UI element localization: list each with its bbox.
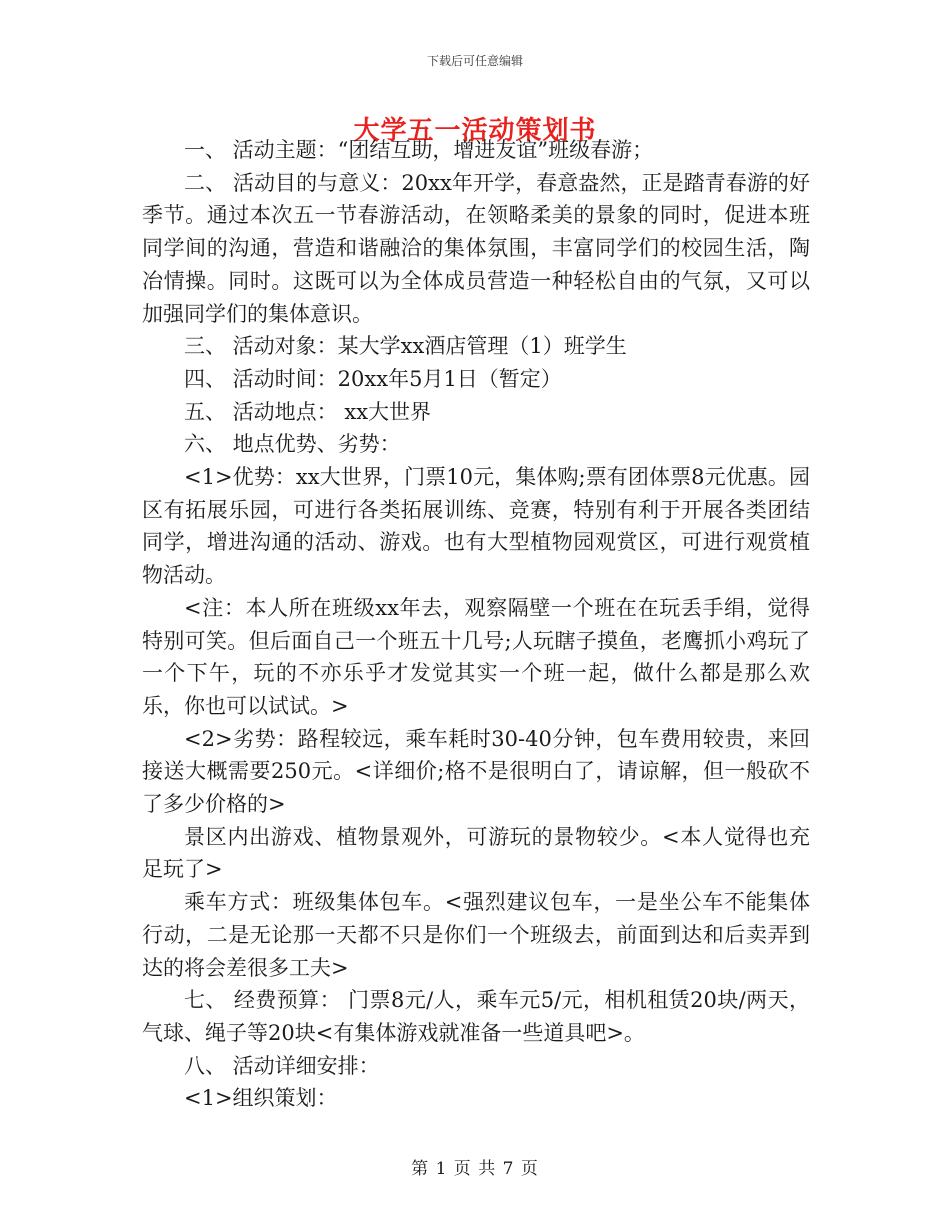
paragraph-time: 四、 活动时间：20xx年5月1日（暂定） [184,366,562,391]
paragraph-advantages: <1>优势：xx大世界，门票10元，集体购;票有团体票8元优惠。园区有拓展乐园，可进行各类拓展训练、竞赛，特别有利于开展各类团结同学，增进沟通的活动、游戏。也有大型植物园观赏区，可进行观赏植物活动。 [142,465,810,588]
paragraph-theme: 一、 活动主题：“团结互助，增进友谊”班级春游； [184,138,654,162]
paragraph-pros-cons-heading: 六、 地点优势、劣势： [184,432,401,457]
document-title: 大学五一活动策划书 [353,116,597,146]
paragraph-note: <注：本人所在班级xx年去，观察隔壁一个班在在玩丢手绢，觉得特别可笑。但后面自己一个班五十几号;人玩瞎子摸鱼，老鹰抓小鸡玩了一个下午，玩的不亦乐乎才发觉其实一个班一起，做什么都是那么欢乐，你也可以试试。> [142,595,810,718]
document-body [142,134,810,1115]
paragraph-target: 三、 活动对象：某大学xx酒店管理（1）班学生 [184,334,627,359]
header-note: 下载后可任意编辑 [426,54,523,68]
paragraph-organization: <1>组织策划： [184,1086,338,1111]
paragraph-budget: 七、 经费预算： 门票8元/人，乘车元5/元，相机租赁20块/两天，气球、绳子等20块<有集体游戏就准备一些道具吧>。 [142,988,810,1045]
paragraph-schedule-heading: 八、 活动详细安排： [184,1053,380,1078]
paragraph-disadvantages: <2>劣势：路程较远，乘车耗时30-40分钟，包车费用较贵，来回接送大概需要250元。<详细价;格不是很明白了，请谅解，但一般砍不了多少价格的> [142,726,810,817]
paragraph-purpose: 二、 活动目的与意义：20xx年开学，春意盎然，正是踏青春游的好季节。通过本次五一节春游活动，在领略柔美的景象的同时，促进本班同学间的沟通，营造和谐融洽的集体氛围，丰富同学们的校园生活，陶冶情操。同时。这既可以为全体成员营造一种轻松自由的气氛，又可以加强同学们的集体意识。 [142,170,810,326]
paragraph-scenery: 景区内出游戏、植物景观外，可游玩的景物较少。<本人觉得也充足玩了> [142,824,810,882]
page-number: 第 1 页 共 7 页 [411,1159,539,1179]
paragraph-location: 五、 活动地点： xx大世界 [184,399,432,424]
paragraph-transport: 乘车方式：班级集体包车。<强烈建议包车，一是坐公车不能集体行动，二是无论那一天都不只是你们一个班级去，前面到达和后卖弄到达的将会差很多工夫> [142,890,810,980]
